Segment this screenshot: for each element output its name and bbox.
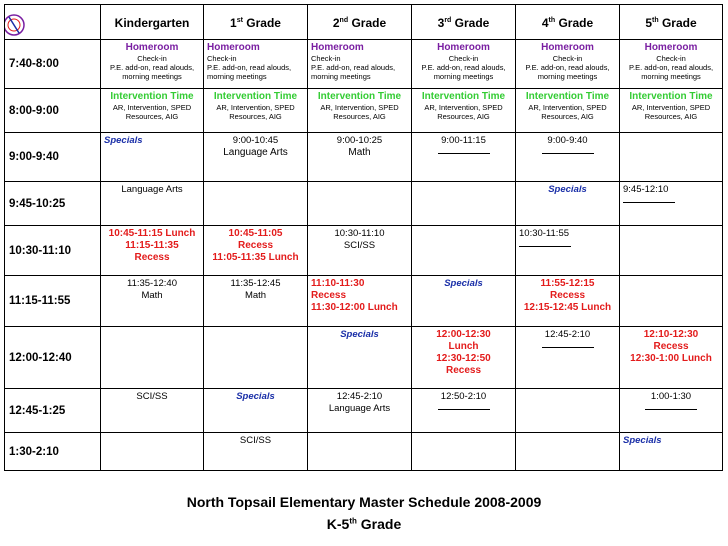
schedule-cell: [620, 133, 723, 182]
lunch-time: 10:45-11:15 Lunch: [108, 228, 196, 239]
schedule-cell: [308, 226, 412, 276]
blank-line: [519, 240, 571, 247]
intervention-cell: [101, 89, 204, 133]
schedule-cell: [204, 133, 308, 182]
time-slot: 9:45-10:25: [5, 182, 101, 226]
homeroom-detail: morning meetings: [122, 72, 182, 81]
recess-label: Recess: [653, 341, 689, 352]
schedule-cell: [101, 276, 204, 327]
homeroom-detail: Check-in: [311, 54, 341, 63]
homeroom-detail: morning meetings: [311, 72, 371, 81]
intervention-cell: [516, 89, 620, 133]
schedule-row: [5, 89, 723, 133]
recess-label: Recess: [311, 290, 347, 301]
intervention-detail: AR, Intervention, SPED: [528, 103, 607, 112]
intervention-detail: AR, Intervention, SPED: [320, 103, 399, 112]
schedule-cell: [516, 226, 620, 276]
lunch-recess-cell: [620, 327, 723, 389]
recess-time: 12:30-12:50: [436, 353, 491, 364]
time-slot: 1:30-2:10: [5, 433, 101, 471]
lunch-time: 11:30-12:00 Lunch: [311, 302, 398, 313]
intervention-cell: [620, 89, 723, 133]
homeroom-detail: morning meetings: [537, 72, 598, 81]
schedule-cell: [620, 182, 723, 226]
subtitle-sup: th: [349, 516, 357, 526]
schedule-row: [5, 226, 723, 276]
intervention-detail: AR, Intervention, SPED: [631, 103, 711, 112]
schedule-cell: [204, 327, 308, 389]
schedule-cell: [620, 276, 723, 327]
cell-subject: Math: [348, 147, 371, 158]
homeroom-detail: P.E. add-on, read alouds,: [311, 63, 396, 72]
intervention-title: Intervention Time: [629, 91, 713, 102]
intervention-cell: [412, 89, 516, 133]
time-slot: 11:15-11:55: [5, 276, 101, 327]
schedule-cell: [308, 182, 412, 226]
lunch-time: 12:15-12:45 Lunch: [523, 302, 612, 313]
homeroom-detail: P.E. add-on, read alouds,: [525, 63, 610, 72]
schedule-row: [5, 276, 723, 327]
homeroom-detail: Check-in: [448, 54, 479, 63]
homeroom-detail: morning meetings: [641, 72, 701, 81]
intervention-title: Intervention Time: [421, 91, 506, 102]
subtitle-main: K-5: [326, 516, 350, 532]
schedule-cell: [412, 133, 516, 182]
cell-time: 9:00-10:45: [232, 135, 279, 146]
blank-line: [542, 147, 594, 154]
recess-time: 12:10-12:30: [643, 329, 699, 340]
cell-time: 12:45-2:10: [336, 391, 383, 402]
schedule-title: North Topsail Elementary Master Schedule 2008-2009: [186, 494, 542, 510]
homeroom-title: Homeroom: [207, 42, 260, 53]
specials-cell: [308, 327, 412, 389]
header-grade-4: 4th Grade: [516, 5, 620, 40]
header-grade-1: 1st Grade: [204, 5, 308, 40]
lunch-label: Lunch: [448, 341, 479, 352]
cell-subject: Language Arts: [223, 147, 288, 158]
intervention-title: Intervention Time: [213, 91, 298, 102]
specials-label: Specials: [340, 329, 379, 340]
cell-subject: SCI/SS: [343, 240, 376, 251]
cell-subject: Math: [141, 290, 163, 301]
schedule-cell: [412, 433, 516, 471]
schedule-cell: [516, 133, 620, 182]
schedule-cell: [308, 433, 412, 471]
homeroom-title: Homeroom: [125, 42, 179, 53]
homeroom-detail: P.E. add-on, read alouds,: [421, 63, 506, 72]
homeroom-detail: Check-in: [552, 54, 583, 63]
cell-time: 10:30-11:10: [334, 228, 385, 239]
specials-label: Specials: [104, 135, 143, 146]
homeroom-detail: P.E. add-on, read alouds,: [109, 63, 195, 72]
header-kindergarten: Kindergarten: [101, 5, 204, 40]
school-logo-icon: [5, 9, 31, 39]
cell-time: 10:30-11:55: [519, 228, 570, 239]
homeroom-detail: Check-in: [137, 54, 167, 63]
homeroom-cell: [101, 40, 204, 89]
homeroom-detail: P.E. add-on, read alouds,: [628, 63, 714, 72]
specials-cell: [516, 182, 620, 226]
blank-line: [623, 196, 675, 203]
header-grade-2: 2nd Grade: [308, 5, 412, 40]
time-slot: 9:00-9:40: [5, 133, 101, 182]
homeroom-cell: [308, 40, 412, 89]
specials-label: Specials: [236, 391, 275, 402]
recess-label: Recess: [134, 252, 170, 263]
intervention-cell: [204, 89, 308, 133]
schedule-row: [5, 433, 723, 471]
grade-header-row: [5, 5, 723, 40]
specials-cell: [412, 276, 516, 327]
schedule-row: [5, 327, 723, 389]
schedule-cell: [101, 433, 204, 471]
schedule-cell: [204, 276, 308, 327]
schedule-cell: [516, 389, 620, 433]
cell-subject: SCI/SS: [239, 435, 272, 446]
specials-label: Specials: [444, 278, 483, 289]
intervention-detail: Resources, AIG: [229, 112, 282, 121]
recess-time: 11:55-12:15: [540, 278, 595, 289]
intervention-detail: AR, Intervention, SPED: [216, 103, 295, 112]
cell-time: 11:35-12:40: [126, 278, 177, 289]
intervention-detail: AR, Intervention, SPED: [112, 103, 192, 112]
schedule-cell: [308, 389, 412, 433]
homeroom-title: Homeroom: [311, 42, 364, 53]
header-grade-3: 3rd Grade: [412, 5, 516, 40]
lunch-recess-cell: [412, 327, 516, 389]
blank-line: [438, 147, 490, 154]
recess-time: 10:45-11:05: [228, 228, 283, 239]
schedule-cell: [204, 433, 308, 471]
lunch-recess-cell: [204, 226, 308, 276]
cell-time: 1:00-1:30: [650, 391, 692, 402]
schedule-row: [5, 182, 723, 226]
lunch-time: 12:30-1:00 Lunch: [630, 353, 712, 364]
cell-time: 9:45-12:10: [623, 184, 669, 195]
time-slot: 12:00-12:40: [5, 327, 101, 389]
homeroom-detail: P.E. add-on, read alouds,: [207, 63, 292, 72]
schedule-cell: [516, 433, 620, 471]
schedule-cell: [101, 182, 204, 226]
recess-label: Recess: [445, 365, 482, 376]
specials-label: Specials: [548, 184, 587, 195]
subtitle-end: Grade: [356, 516, 402, 532]
time-slot: 10:30-11:10: [5, 226, 101, 276]
intervention-detail: Resources, AIG: [541, 112, 594, 121]
specials-label: Specials: [623, 435, 662, 446]
schedule-cell: [101, 327, 204, 389]
intervention-title: Intervention Time: [317, 91, 402, 102]
cell-time: 9:00-11:15: [441, 135, 486, 146]
recess-time: 11:15-11:35: [125, 240, 179, 251]
master-schedule-table: [4, 4, 723, 471]
cell-subject: Language Arts: [328, 403, 391, 414]
homeroom-title: Homeroom: [644, 42, 698, 53]
cell-time: 12:50-2:10: [440, 391, 487, 402]
recess-label: Recess: [549, 290, 586, 301]
blank-line: [645, 403, 697, 410]
lunch-recess-cell: [308, 276, 412, 327]
homeroom-cell: [412, 40, 516, 89]
schedule-row: [5, 133, 723, 182]
lunch-time: 11:05-11:35 Lunch: [212, 252, 299, 263]
time-slot: 8:00-9:00: [5, 89, 101, 133]
schedule-cell: [516, 327, 620, 389]
schedule-cell: [620, 226, 723, 276]
logo-cell: [5, 5, 101, 40]
specials-cell: [204, 389, 308, 433]
schedule-subtitle: [0, 516, 728, 532]
cell-subject: Language Arts: [121, 184, 183, 195]
intervention-detail: Resources, AIG: [437, 112, 490, 121]
lunch-recess-cell: [101, 226, 204, 276]
time-slot: 7:40-8:00: [5, 40, 101, 89]
homeroom-title: Homeroom: [541, 42, 594, 53]
schedule-cell: [412, 389, 516, 433]
time-slot: 12:45-1:25: [5, 389, 101, 433]
schedule-row: [5, 40, 723, 89]
cell-time: 12:45-2:10: [544, 329, 591, 340]
lunch-recess-cell: [516, 276, 620, 327]
homeroom-cell: [516, 40, 620, 89]
specials-cell: [101, 133, 204, 182]
cell-subject: Math: [244, 290, 267, 301]
intervention-detail: AR, Intervention, SPED: [424, 103, 503, 112]
homeroom-cell: [620, 40, 723, 89]
header-grade-5: 5th Grade: [620, 5, 723, 40]
intervention-detail: Resources, AIG: [644, 112, 698, 121]
schedule-row: [5, 389, 723, 433]
schedule-cell: [412, 226, 516, 276]
recess-time: 11:10-11:30: [311, 278, 365, 289]
schedule-cell: [101, 389, 204, 433]
intervention-detail: Resources, AIG: [125, 112, 179, 121]
homeroom-title: Homeroom: [437, 42, 490, 53]
cell-time: 9:00-9:40: [547, 135, 588, 146]
homeroom-detail: morning meetings: [433, 72, 494, 81]
specials-cell: [620, 433, 723, 471]
homeroom-cell: [204, 40, 308, 89]
recess-label: Recess: [237, 240, 274, 251]
homeroom-detail: morning meetings: [207, 72, 267, 81]
cell-subject: SCI/SS: [136, 391, 168, 402]
lunch-time: 12:00-12:30: [436, 329, 491, 340]
intervention-title: Intervention Time: [525, 91, 610, 102]
schedule-cell: [308, 133, 412, 182]
intervention-title: Intervention Time: [110, 91, 194, 102]
schedule-cell: [204, 182, 308, 226]
homeroom-detail: Check-in: [207, 54, 237, 63]
homeroom-detail: Check-in: [656, 54, 686, 63]
schedule-cell: [412, 182, 516, 226]
cell-time: 11:35-12:45: [230, 278, 281, 289]
cell-time: 9:00-10:25: [336, 135, 383, 146]
intervention-cell: [308, 89, 412, 133]
blank-line: [542, 341, 594, 348]
schedule-cell: [620, 389, 723, 433]
intervention-detail: Resources, AIG: [333, 112, 386, 121]
blank-line: [438, 403, 490, 410]
